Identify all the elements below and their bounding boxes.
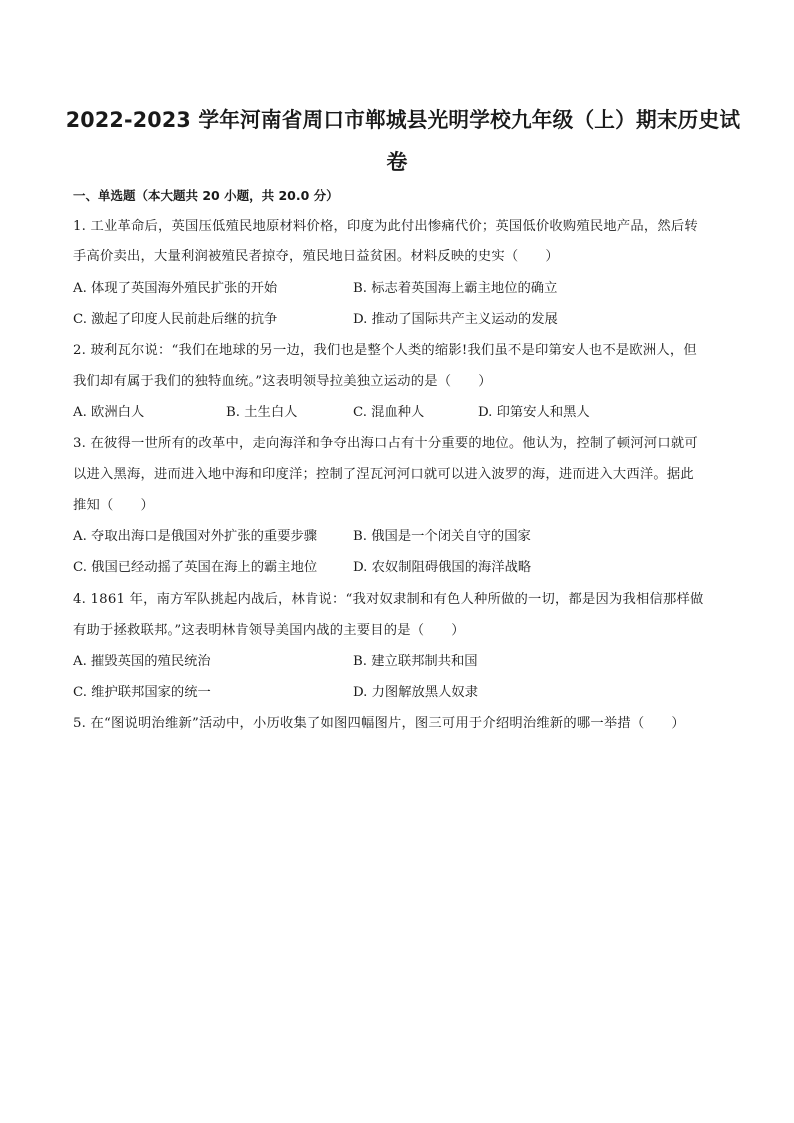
- question-4-option-d: D. 力图解放黑人奴隶: [353, 685, 479, 700]
- question-1-option-d: D. 推动了国际共产主义运动的发展: [353, 312, 558, 327]
- section-heading: 一、单选题（本大题共 20 小题，共 20.0 分）: [73, 188, 339, 203]
- question-1-option-c: C. 激起了印度人民前赴后继的抗争: [73, 312, 278, 327]
- question-3-option-b: B. 俄国是一个闭关自守的国家: [353, 529, 531, 544]
- question-2-option-b: B. 土生白人: [226, 405, 298, 420]
- question-4-option-c: C. 维护联邦国家的统一: [73, 685, 211, 700]
- question-3-text-line-3: 推知（ ）: [73, 498, 154, 513]
- question-1-text-line-1: 1. 工业革命后，英国压低殖民地原材料价格，印度为此付出惨痛代价；英国低价收购殖民地产品，然后转: [73, 219, 698, 234]
- question-4-text-line-1: 4. 1861 年，南方军队挑起内战后，林肯说：“我对奴隶制和有色人种所做的一切，都是因为我相信那样做: [73, 592, 704, 607]
- question-3-text-line-1: 3. 在彼得一世所有的改革中，走向海洋和争夺出海口占有十分重要的地位。他认为，控制了顿河河口就可: [73, 436, 698, 451]
- question-3-option-a: A. 夺取出海口是俄国对外扩张的重要步骤: [73, 529, 318, 544]
- page-title-line-2: 卷: [386, 150, 408, 174]
- page-title-line-1: 2022-2023 学年河南省周口市郸城县光明学校九年级（上）期末历史试: [65, 108, 741, 132]
- question-4-option-b: B. 建立联邦制共和国: [353, 654, 478, 669]
- question-4-text-line-2: 有助于拯救联邦。”这表明林肯领导美国内战的主要目的是（ ）: [73, 623, 465, 638]
- question-4-option-a: A. 摧毁英国的殖民统治: [73, 654, 211, 669]
- question-3-text-line-2: 以进入黑海，进而进入地中海和印度洋；控制了涅瓦河河口就可以进入波罗的海，进而进入大西洋。据此: [73, 467, 694, 482]
- question-3-option-d: D. 农奴制阻碍俄国的海洋战略: [353, 560, 532, 575]
- question-2-text-line-2: 我们却有属于我们的独特血统。”这表明领导拉美独立运动的是（ ）: [73, 374, 492, 389]
- question-2-option-a: A. 欧洲白人: [73, 405, 145, 420]
- question-1-option-a: A. 体现了英国海外殖民扩张的开始: [73, 281, 278, 296]
- question-5-text-line-1: 5. 在“图说明治维新”活动中，小历收集了如图四幅图片，图三可用于介绍明治维新的哪一举措（ ）: [73, 716, 685, 731]
- question-2-text-line-1: 2. 玻利瓦尔说：“我们在地球的另一边，我们也是整个人类的缩影!我们虽不是印第安人也不是欧洲人，但: [73, 343, 697, 358]
- question-1-text-line-2: 手高价卖出，大量利润被殖民者掠夺，殖民地日益贫困。材料反映的史实（ ）: [73, 249, 559, 264]
- question-1-option-b: B. 标志着英国海上霸主地位的确立: [353, 281, 558, 296]
- question-3-option-c: C. 俄国已经动摇了英国在海上的霸主地位: [73, 560, 318, 575]
- question-2-option-c: C. 混血种人: [353, 405, 425, 420]
- question-2-option-d: D. 印第安人和黑人: [478, 405, 590, 420]
